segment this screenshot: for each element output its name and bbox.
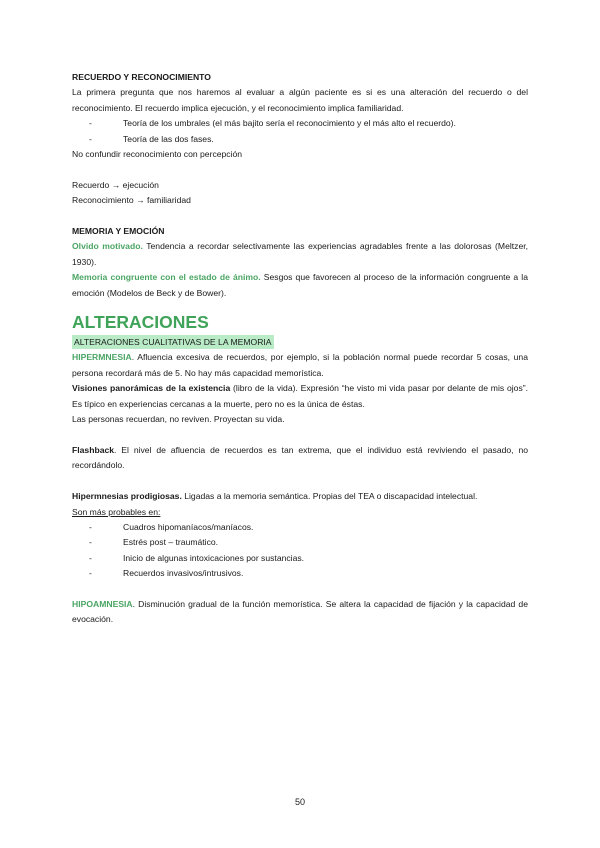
probable-title: Son más probables en: xyxy=(72,506,161,517)
note-recuerdan: Las personas recuerdan, no reviven. Proyectan su vida. xyxy=(72,414,285,425)
paragraph-recuerdo: La primera pregunta que nos haremos al evaluar a algún paciente es si es una alteración del recuerdo o del reconocimiento. El recuerdo implica ejecución, y el reconocimiento implica familiaridad. xyxy=(72,87,528,113)
paragraph-hipermnesia: HIPERMNESIA. Afluencia excesiva de recuerdos, por ejemplo, si la población normal puede recordar 5 cosas, una persona recordará más de 5. No hay más capacidad memorística. xyxy=(72,352,528,378)
paragraph-visiones: Visiones panorámicas de la existencia (libro de la vida). Expresión “he visto mi vida pasar por delante de mis ojos”. Es típico en experiencias cercanas a la muerte, pero no es la única de éstas. xyxy=(72,383,528,409)
paragraph-flashback: Flashback. El nivel de afluencia de recuerdos es tan extrema, que el individuo está reviviendo el pasado, no recordándolo. xyxy=(72,444,528,471)
term-olvido-motivado: Olvido motivado. xyxy=(72,241,143,252)
paragraph-hipoamnesia: HIPOAMNESIA. Disminución gradual de la función memorística. Se altera la capacidad de fijación y la capacidad de evocación. xyxy=(72,598,528,625)
list-item: - Cuadros hipomaníacos/maníacos. xyxy=(89,521,254,532)
list-item: - Inicio de algunas intoxicaciones por sustancias. xyxy=(89,552,305,563)
list-item: - Teoría de los umbrales (el más bajito sería el reconocimiento y el más alto el recuerdo). xyxy=(89,118,456,129)
paragraph-prodigiosas: Hipermnesias prodigiosas. Ligadas a la memoria semántica. Propias del TEA o discapacidad intelectual. xyxy=(72,491,478,502)
section-title-recuerdo: RECUERDO Y RECONOCIMIENTO xyxy=(72,72,211,82)
list-item: - Estrés post – traumático. xyxy=(89,537,219,548)
paragraph-memoria-congruente: Memoria congruente con el estado de ánimo. Sesgos que favorecen al proceso de la información congruente a la emoción (Modelos de Beck y de Bower). xyxy=(72,272,528,298)
term-visiones: Visiones panorámicas de la existencia xyxy=(72,383,231,394)
list-item: - Teoría de las dos fases. xyxy=(89,133,214,144)
term-flashback: Flashback xyxy=(72,444,115,455)
line-recuerdo-ejecucion: Recuerdo → ejecución xyxy=(72,179,159,190)
subheading-alteraciones-cualitativas: ALTERACIONES CUALITATIVAS DE LA MEMORIA xyxy=(74,337,272,348)
term-hipoamnesia: HIPOAMNESIA xyxy=(72,598,133,609)
page-number: 50 xyxy=(294,797,305,807)
document-page xyxy=(72,70,528,628)
heading-alteraciones: ALTERACIONES xyxy=(72,312,209,333)
line-reconocimiento-familiaridad: Reconocimiento → familiaridad xyxy=(72,195,191,206)
term-prodigiosas: Hipermnesias prodigiosas. xyxy=(72,491,182,502)
term-hipermnesia: HIPERMNESIA xyxy=(72,352,132,363)
paragraph-olvido-motivado: Olvido motivado. Tendencia a recordar selectivamente las experiencias agradables frente a las dolorosas (Meltzer, 1930). xyxy=(72,241,528,267)
list-item: - Recuerdos invasivos/intrusivos. xyxy=(89,568,244,579)
section-title-emocion: MEMORIA Y EMOCIÓN xyxy=(72,226,165,237)
note-percepcion: No confundir reconocimiento con percepción xyxy=(72,149,243,160)
term-memoria-congruente: Memoria congruente con el estado de ánimo. xyxy=(72,272,261,283)
